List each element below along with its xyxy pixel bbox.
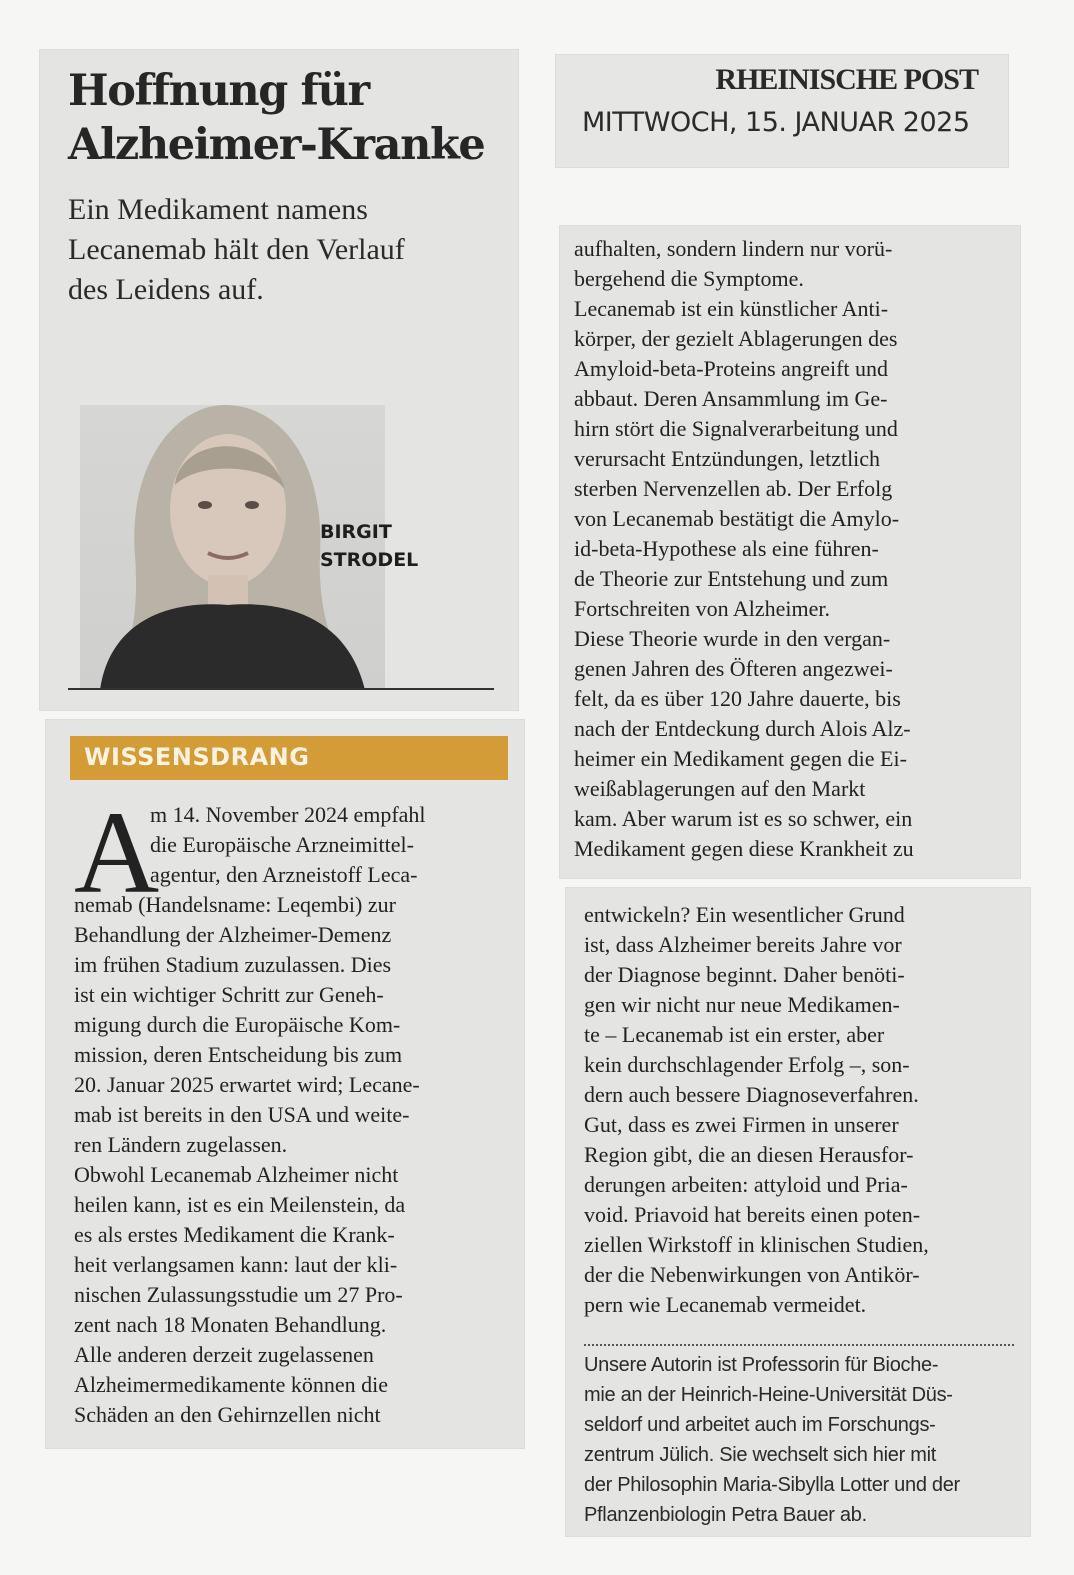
text-line: Obwohl Lecanemab Alzheimer nicht: [74, 1162, 399, 1187]
text-line: nach der Entdeckung durch Alois Alz-: [574, 716, 911, 741]
text-line: der Diagnose beginnt. Daher benöti-: [584, 962, 905, 987]
text-line: ren Ländern zugelassen.: [74, 1132, 288, 1157]
text-line: ziellen Wirkstoff in klinischen Studien,: [584, 1232, 929, 1257]
section-kicker-label: WISSENSDRANG: [84, 743, 310, 771]
bio-line: mie an der Heinrich-Heine-Universität Düs-: [584, 1384, 953, 1406]
subhead-line: Lecanemab hält den Verlauf: [68, 233, 405, 266]
text-line: id-beta-Hypothese als eine führen-: [574, 536, 879, 561]
text-line: Lecanemab ist ein künstlicher Anti-: [574, 296, 889, 321]
text-line: körper, der gezielt Ablagerungen des: [574, 326, 898, 351]
text-line: ist, dass Alzheimer bereits Jahre vor: [584, 932, 902, 957]
bio-line: der Philosophin Maria-Sibylla Lotter und der: [584, 1474, 960, 1496]
text-line: hirn stört die Signalverarbeitung und: [574, 416, 898, 441]
text-line: de Theorie zur Entstehung und zum: [574, 566, 889, 591]
text-line: mission, deren Entscheidung bis zum: [74, 1042, 403, 1067]
text-line: nemab (Handelsname: Leqembi) zur: [74, 892, 396, 917]
text-line: Region gibt, die an diesen Herausfor-: [584, 1142, 914, 1167]
text-line: Alle anderen derzeit zugelassenen: [74, 1342, 374, 1367]
text-line: von Lecanemab bestätigt die Amylo-: [574, 506, 900, 531]
masthead-clipping: [556, 55, 1008, 167]
column-1-text: [46, 787, 524, 1430]
text-line: bergehend die Symptome.: [574, 266, 804, 291]
text-line: im frühen Stadium zuzulassen. Dies: [74, 952, 392, 977]
text-line: der die Nebenwirkungen von Antikör-: [584, 1262, 920, 1287]
section-kicker: [70, 736, 508, 780]
text-line: verursacht Entzündungen, letztlich: [574, 446, 881, 471]
text-line: Alzheimermedikamente können die: [74, 1372, 388, 1397]
text-line: Diese Theorie wurde in den vergan-: [574, 626, 891, 651]
column-1-clipping: [46, 720, 524, 1448]
text-line: entwickeln? Ein wesentlicher Grund: [584, 902, 905, 927]
column-2-clipping: [560, 226, 1020, 878]
headline-line: Hoffnung für: [68, 66, 369, 116]
text-line: Medikament gegen diese Krankheit zu: [574, 836, 914, 861]
author-byline: [320, 518, 418, 574]
text-line: 20. Januar 2025 erwartet wird; Lecane-: [74, 1072, 420, 1097]
text-line: nischen Zulassungsstudie um 27 Pro-: [74, 1282, 403, 1307]
text-line: die Europäische Arzneimittel-: [150, 832, 414, 857]
text-line: agentur, den Arzneistoff Leca-: [150, 862, 418, 887]
subhead-line: Ein Medikament namens: [68, 193, 368, 226]
column-2-text: [574, 234, 1014, 864]
text-line: Behandlung der Alzheimer-Demenz: [74, 922, 392, 947]
author-last-name: STRODEL: [320, 549, 419, 571]
text-line: weißablagerungen auf den Markt: [574, 776, 866, 801]
text-line: Fortschreiten von Alzheimer.: [574, 596, 830, 621]
column-3-clipping: [566, 888, 1030, 1536]
publication-date: MITTWOCH, 15. JANUAR 2025: [582, 107, 970, 138]
text-line: Gut, dass es zwei Firmen in unserer: [584, 1112, 899, 1137]
text-line: es als erstes Medikament die Krank-: [74, 1222, 395, 1247]
headline-line: Alzheimer-Kranke: [68, 120, 485, 170]
text-line: heimer ein Medikament gegen die Ei-: [574, 746, 907, 771]
text-line: sterben Nervenzellen ab. Der Erfolg: [574, 476, 893, 501]
text-line: derungen arbeiten: attyloid und Pria-: [584, 1172, 908, 1197]
text-line: Schäden an den Gehirnzellen nicht: [74, 1402, 381, 1427]
subheadline: [68, 190, 405, 310]
newspaper-name: RHEINISCHE POST: [715, 63, 978, 96]
subhead-line: des Leidens auf.: [68, 273, 264, 306]
text-line: ist ein wichtiger Schritt zur Geneh-: [74, 982, 384, 1007]
text-line: genen Jahren des Öfteren angezwei-: [574, 656, 893, 681]
headline: [68, 64, 484, 172]
text-line: Amyloid-beta-Proteins angreift und: [574, 356, 889, 381]
bio-line: seldorf und arbeitet auch im Forschungs-: [584, 1414, 936, 1436]
bio-divider: [584, 1344, 1014, 1346]
bio-line: Unsere Autorin ist Professorin für Bioche-: [584, 1354, 939, 1376]
bio-line: Pflanzenbiologin Petra Bauer ab.: [584, 1504, 867, 1526]
bio-line: zentrum Jülich. Sie wechselt sich hier mit: [584, 1444, 936, 1466]
text-line: void. Priavoid hat bereits einen poten-: [584, 1202, 921, 1227]
text-line: felt, da es über 120 Jahre dauerte, bis: [574, 686, 901, 711]
photo-rule: [68, 688, 494, 690]
text-line: m 14. November 2024 empfahl: [150, 802, 426, 827]
text-line: dern auch bessere Diagnoseverfahren.: [584, 1082, 919, 1107]
text-line: pern wie Lecanemab vermeidet.: [584, 1292, 867, 1317]
text-line: kein durchschlagender Erfolg –, son-: [584, 1052, 910, 1077]
drop-cap: A: [74, 787, 160, 918]
author-first-name: BIRGIT: [320, 521, 392, 543]
text-line: mab ist bereits in den USA und weite-: [74, 1102, 410, 1127]
text-line: heilen kann, ist es ein Meilenstein, da: [74, 1192, 406, 1217]
text-line: abbaut. Deren Ansammlung im Ge-: [574, 386, 888, 411]
column-3-text: [584, 900, 1024, 1320]
text-line: migung durch die Europäische Kom-: [74, 1012, 401, 1037]
headline-clipping: [40, 50, 518, 710]
text-line: gen wir nicht nur neue Medikamen-: [584, 992, 900, 1017]
text-line: heit verlangsamen kann: laut der kli-: [74, 1252, 398, 1277]
text-line: aufhalten, sondern lindern nur vorü-: [574, 236, 893, 261]
author-bio: [584, 1350, 1024, 1530]
text-line: zent nach 18 Monaten Behandlung.: [74, 1312, 387, 1337]
text-line: te – Lecanemab ist ein erster, aber: [584, 1022, 885, 1047]
text-line: kam. Aber warum ist es so schwer, ein: [574, 806, 913, 831]
